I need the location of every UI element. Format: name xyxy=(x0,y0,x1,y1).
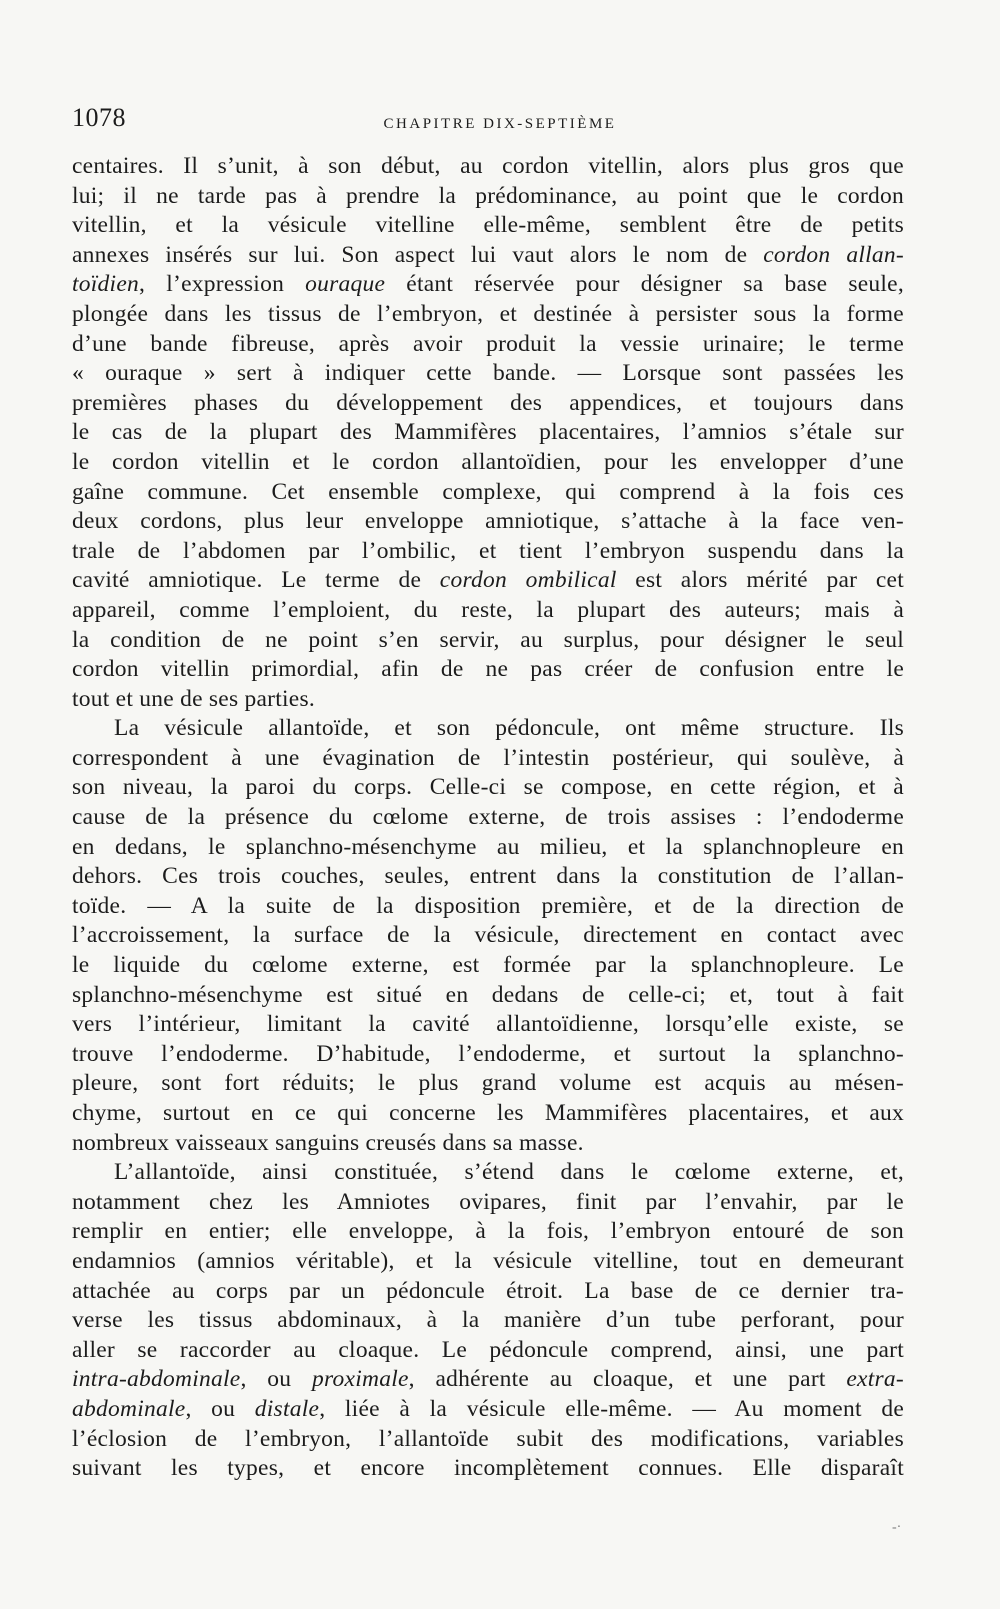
text-run: le cordon vitellin et le cordon allantoïdien, pour les envelopper d’une xyxy=(72,448,904,475)
text-run: deux cordons, plus leur enveloppe amniotique, s’attache à la face ven- xyxy=(72,508,904,535)
text-run: , adhérente au cloaque, et une part xyxy=(408,1366,847,1393)
text-run: toïde. — A la suite de la disposition première, et de la direction de xyxy=(72,892,904,919)
text-line xyxy=(72,626,904,656)
text-run: pleure, sont fort réduits; le plus grand volume est acquis au mésen- xyxy=(72,1070,904,1097)
italic-term: intra-abdominale xyxy=(72,1366,241,1393)
text-run: le cas de la plupart des Mammifères placentaires, l’amnios s’étale sur xyxy=(72,419,904,446)
text-run: , ou xyxy=(185,1395,255,1422)
italic-term: cordon ombilical xyxy=(439,567,617,594)
text-run: son niveau, la paroi du corps. Celle-ci se compose, en cette région, et à xyxy=(72,774,904,801)
text-run: chyme, surtout en ce qui concerne les Mammifères placentaires, et aux xyxy=(72,1100,904,1126)
text-run: vers l’intérieur, limitant la cavité allantoïdienne, lorsqu’elle existe, se xyxy=(72,1011,904,1038)
italic-term: distale xyxy=(254,1395,320,1422)
text-line xyxy=(72,1365,904,1395)
italic-term: cordon allan- xyxy=(763,241,904,268)
text-run: appareil, comme l’emploient, du reste, la plupart des auteurs; mais à xyxy=(72,596,904,623)
text-line xyxy=(72,596,904,626)
body-text xyxy=(72,152,904,1484)
text-run: trale de l’abdomen par l’ombilic, et tient l’embryon suspendu dans la xyxy=(72,537,904,564)
text-run: La vésicule allantoïde, et son pédoncule, ont même structure. Ils xyxy=(114,715,904,742)
text-run: nombreux vaisseaux sanguins creusés dans sa masse. xyxy=(72,1129,584,1156)
text-run: plongée dans les tissus de l’embryon, et destinée à persister sous la forme xyxy=(72,300,904,327)
text-line xyxy=(72,300,904,330)
text-line xyxy=(72,1454,904,1484)
text-run: cause de la présence du cœlome externe, de trois assises : l’endoderme xyxy=(72,804,904,831)
paragraph xyxy=(72,1158,904,1484)
text-line xyxy=(72,1040,904,1070)
text-run: premières phases du développement des appendices, et toujours dans xyxy=(72,389,904,416)
text-line xyxy=(72,803,904,833)
print-mark: -· xyxy=(892,1520,902,1535)
text-line xyxy=(72,951,904,981)
text-run: , l’expression xyxy=(139,271,306,298)
text-run: le liquide du cœlome externe, est formée par la splanchnopleure. Le xyxy=(72,952,904,979)
text-line xyxy=(72,1099,904,1129)
text-run: gaîne commune. Cet ensemble complexe, qui comprend à la fois ces xyxy=(72,478,904,505)
text-line xyxy=(72,566,904,596)
text-run: étant réservée pour désigner sa base seule, xyxy=(385,271,904,298)
text-line xyxy=(72,1306,904,1336)
text-run: cavité amniotique. Le terme de xyxy=(72,567,440,594)
text-line xyxy=(72,152,904,182)
text-line xyxy=(72,744,904,774)
text-run: dehors. Ces trois couches, seules, entrent dans la constitution de l’allan- xyxy=(72,863,904,890)
text-line xyxy=(72,418,904,448)
text-line xyxy=(72,981,904,1011)
italic-term: proximale xyxy=(311,1366,409,1393)
text-run: « ouraque » sert à indiquer cette bande. — Lorsque sont passées les xyxy=(72,360,904,387)
text-line xyxy=(72,714,904,744)
text-run: trouve l’endoderme. D’habitude, l’endoderme, et surtout la splanchno- xyxy=(72,1040,904,1067)
text-line xyxy=(72,507,904,537)
text-run: , ou xyxy=(240,1366,312,1393)
text-run: l’éclosion de l’embryon, l’allantoïde subit des modifications, variables xyxy=(72,1425,904,1452)
text-line xyxy=(72,685,904,715)
italic-term: toïdien xyxy=(72,271,140,298)
text-line xyxy=(72,892,904,922)
text-run: vitellin, et la vésicule vitelline elle-même, semblent être de petits xyxy=(72,212,904,239)
text-line xyxy=(72,1129,904,1159)
text-line xyxy=(72,389,904,419)
text-run: annexes insérés sur lui. Son aspect lui vaut alors le nom de xyxy=(72,241,764,268)
text-line xyxy=(72,182,904,212)
text-line xyxy=(72,1158,904,1188)
text-run: l’accroissement, la surface de la vésicule, directement en contact avec xyxy=(72,922,904,949)
text-run: correspondent à une évagination de l’intestin postérieur, qui soulève, à xyxy=(72,744,904,771)
text-run: , liée à la vésicule elle-même. — Au moment de xyxy=(319,1395,905,1422)
paragraph xyxy=(72,714,904,1158)
italic-term: extra- xyxy=(846,1366,904,1393)
text-run: la condition de ne point s’en servir, au surplus, pour désigner le seul xyxy=(72,626,904,653)
text-run: lui; il ne tarde pas à prendre la prédominance, au point que le cordon xyxy=(72,182,904,209)
text-run: remplir en entier; elle enveloppe, à la fois, l’embryon entouré de son xyxy=(72,1218,904,1245)
text-run: verse les tissus abdominaux, à la manière d’un tube perforant, pour xyxy=(72,1307,904,1334)
paragraph xyxy=(72,152,904,714)
text-run: attachée au corps par un pédoncule étroit. La base de ce dernier tra- xyxy=(72,1277,904,1304)
text-line xyxy=(72,241,904,271)
text-run: notamment chez les Amniotes ovipares, finit par l’envahir, par le xyxy=(72,1188,904,1215)
text-line xyxy=(72,1425,904,1455)
text-line xyxy=(72,537,904,567)
text-line xyxy=(72,1010,904,1040)
text-run: splanchno-mésenchyme est situé en dedans de celle-ci; et, tout à fait xyxy=(72,981,904,1008)
text-line xyxy=(72,211,904,241)
text-line xyxy=(72,330,904,360)
text-run: d’une bande fibreuse, après avoir produit la vessie urinaire; le terme xyxy=(72,330,904,357)
text-line xyxy=(72,833,904,863)
text-line xyxy=(72,1217,904,1247)
text-line xyxy=(72,270,904,300)
text-run: est alors mérité par cet xyxy=(616,567,904,594)
text-run: endamnios (amnios véritable), et la vésicule vitelline, tout en demeurant xyxy=(72,1247,904,1274)
text-run: tout et une de ses parties. xyxy=(72,685,315,712)
text-line xyxy=(72,1277,904,1307)
text-line xyxy=(72,478,904,508)
text-line xyxy=(72,1247,904,1277)
text-line xyxy=(72,921,904,951)
text-line xyxy=(72,773,904,803)
text-line xyxy=(72,1336,904,1366)
text-run: aller se raccorder au cloaque. Le pédoncule comprend, ainsi, une part xyxy=(72,1336,904,1363)
running-head: CHAPITRE DIX-SEPTIÈME xyxy=(383,116,617,132)
text-line xyxy=(72,1395,904,1425)
text-run: centaires. Il s’unit, à son début, au cordon vitellin, alors plus gros que xyxy=(72,153,904,179)
text-line xyxy=(72,359,904,389)
text-line xyxy=(72,1069,904,1099)
text-line xyxy=(72,1188,904,1218)
italic-term: ouraque xyxy=(305,271,386,298)
text-line xyxy=(72,655,904,685)
text-line xyxy=(72,448,904,478)
text-run: en dedans, le splanchno-mésenchyme au milieu, et la splanchnopleure en xyxy=(72,833,904,860)
page-number: 1078 xyxy=(72,103,126,132)
text-run: L’allantoïde, ainsi constituée, s’étend dans le cœlome externe, et, xyxy=(114,1159,904,1186)
italic-term: abdominale xyxy=(72,1395,186,1422)
text-line xyxy=(72,862,904,892)
text-run: cordon vitellin primordial, afin de ne pas créer de confusion entre le xyxy=(72,656,904,683)
text-run: suivant les types, et encore incomplètement connues. Elle disparaît xyxy=(72,1455,904,1482)
